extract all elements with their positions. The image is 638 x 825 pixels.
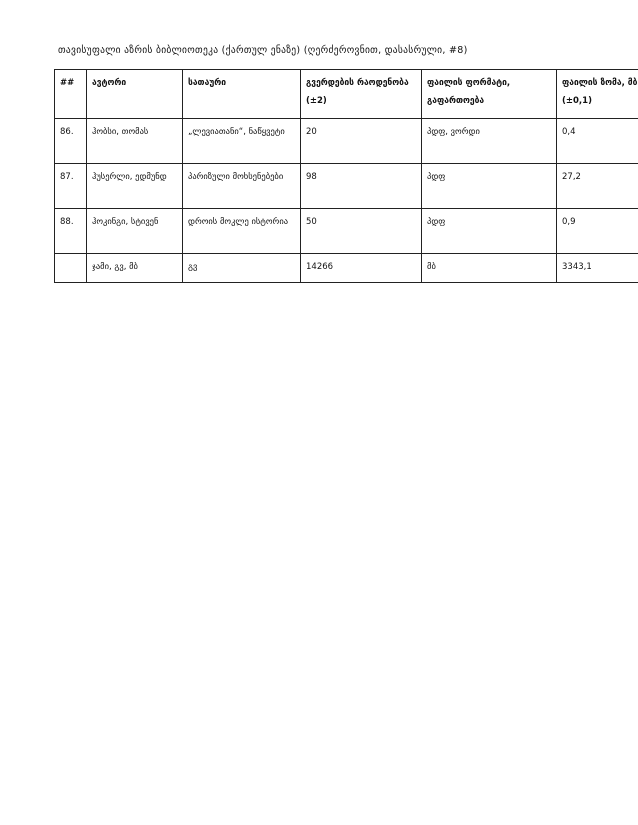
cell-number: 88.	[55, 209, 87, 254]
cell-total-pages: 14266	[301, 254, 422, 283]
cell-total-size-unit: მბ	[422, 254, 557, 283]
library-table	[54, 69, 638, 283]
cell-total-size: 3343,1	[557, 254, 638, 283]
cell-format: პდფ	[422, 209, 557, 254]
page-heading: თავისუფალი აზრის ბიბლიოთეკა (ქართულ ენაზე) (ღერძეროვნით, დასასრული, #8)	[58, 45, 468, 56]
cell-size: 27,2	[557, 164, 638, 209]
cell-pages: 50	[301, 209, 422, 254]
header-number: ##	[55, 70, 87, 119]
cell-number: 87.	[55, 164, 87, 209]
header-author: ავტორი	[87, 70, 183, 119]
cell-number: 86.	[55, 119, 87, 164]
cell-total-label: ჯამი, გვ, მბ	[87, 254, 183, 283]
cell-title: „ლევიათანი“, ნაწყვეტი	[183, 119, 301, 164]
table-row	[55, 209, 638, 254]
cell-author: ჰოკინგი, სტივენ	[87, 209, 183, 254]
cell-author: ჰუსერლი, ედმუნდ	[87, 164, 183, 209]
header-pages: გვერდების რაოდენობა (±2)	[301, 70, 422, 119]
table-row	[55, 119, 638, 164]
table-total-row	[55, 254, 638, 283]
table-row	[55, 164, 638, 209]
cell-author: ჰობსი, თომას	[87, 119, 183, 164]
header-title: სათაური	[183, 70, 301, 119]
header-size: ფაილის ზომა, მბ (±0,1)	[557, 70, 638, 119]
cell-format: პდფ, ვორდი	[422, 119, 557, 164]
table-header-row	[55, 70, 638, 119]
cell-format: პდფ	[422, 164, 557, 209]
cell-pages: 20	[301, 119, 422, 164]
header-format: ფაილის ფორმატი, გაფართოება	[422, 70, 557, 119]
cell-title: დროის მოკლე ისტორია	[183, 209, 301, 254]
cell-pages: 98	[301, 164, 422, 209]
cell-title: პარიზული მოხსენებები	[183, 164, 301, 209]
cell-size: 0,9	[557, 209, 638, 254]
cell-size: 0,4	[557, 119, 638, 164]
cell-total-pages-unit: გვ	[183, 254, 301, 283]
cell-number	[55, 254, 87, 283]
